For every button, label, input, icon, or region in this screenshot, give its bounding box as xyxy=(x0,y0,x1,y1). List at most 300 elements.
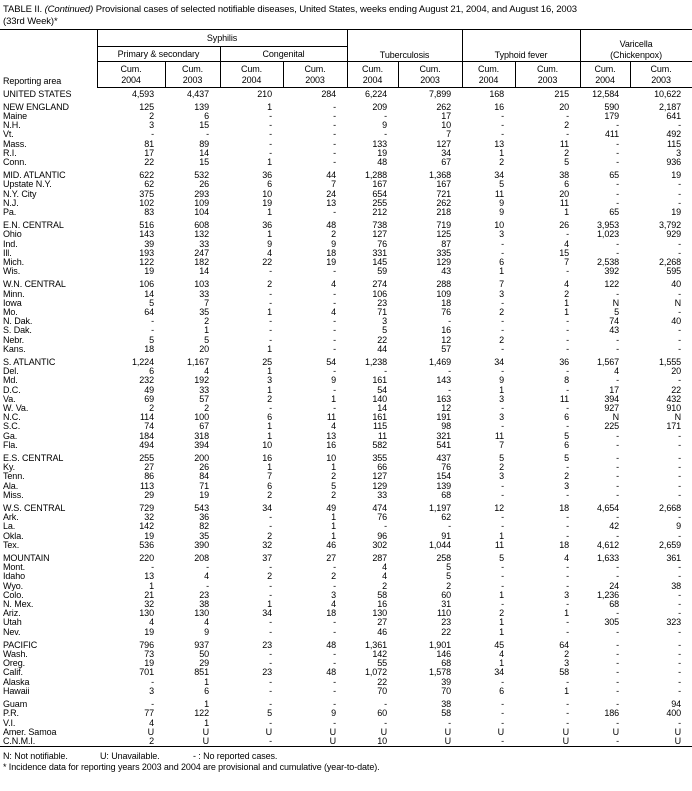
value-cell: - xyxy=(269,581,272,591)
value-cell: 2 xyxy=(446,581,452,591)
value-cell: 106 xyxy=(139,280,154,290)
value-cell: - xyxy=(501,422,505,432)
value-cell: 193 xyxy=(139,248,154,258)
reporting-area-cell: Nev. xyxy=(3,627,21,637)
value-cell: - xyxy=(501,404,505,413)
value-cell: - xyxy=(333,148,337,158)
table-row xyxy=(0,700,692,709)
value-cell: 392 xyxy=(604,267,620,277)
value-cell: - xyxy=(269,121,272,131)
reporting-area-cell: La. xyxy=(3,522,16,532)
value-cell: - xyxy=(616,700,620,710)
value-cell: 284 xyxy=(321,89,337,99)
value-cell: 10 xyxy=(377,736,388,746)
reporting-area-cell: Hawaii xyxy=(3,686,30,696)
value-cell: - xyxy=(333,718,337,728)
value-cell: 1 xyxy=(499,590,505,600)
value-cell: - xyxy=(678,472,682,482)
value-cell: 1 xyxy=(267,230,272,240)
reporting-area-cell: Idaho xyxy=(3,572,26,582)
value-cell: 4 xyxy=(331,307,337,317)
value-cell: - xyxy=(566,718,570,728)
value-cell: - xyxy=(269,563,272,573)
value-cell: - xyxy=(501,490,505,500)
value-cell: 2,668 xyxy=(659,504,682,514)
value-cell: - xyxy=(269,317,272,327)
value-cell: - xyxy=(384,111,388,121)
value-cell: 1,361 xyxy=(365,640,388,650)
value-cell: 26 xyxy=(199,463,209,473)
value-cell: 60 xyxy=(441,590,452,600)
value-cell: 34 xyxy=(441,148,452,158)
reporting-area-cell: N. Mex. xyxy=(3,600,34,610)
value-cell: - xyxy=(501,298,505,308)
value-cell: 10,622 xyxy=(654,89,682,99)
value-cell: 82 xyxy=(199,522,209,532)
value-cell: 209 xyxy=(372,102,388,112)
value-cell: 18 xyxy=(441,298,452,308)
value-cell: 35 xyxy=(199,307,209,317)
value-cell: 35 xyxy=(199,531,209,541)
value-cell: - xyxy=(616,513,620,523)
value-cell: 10 xyxy=(441,121,452,131)
value-cell: 9 xyxy=(267,239,272,249)
value-cell: 146 xyxy=(436,650,452,660)
value-cell: - xyxy=(151,326,154,336)
value-cell: 16 xyxy=(262,454,272,464)
value-cell: 274 xyxy=(372,280,388,290)
table-row xyxy=(0,121,692,130)
value-cell: 247 xyxy=(194,248,209,258)
primary-secondary-subheader: Primary & secondary xyxy=(97,47,220,62)
value-cell: 1 xyxy=(564,207,570,217)
value-cell: - xyxy=(269,513,272,523)
value-cell: 50 xyxy=(199,650,209,660)
reporting-area-cell: S. Dak. xyxy=(3,326,32,336)
value-cell: 11 xyxy=(377,431,388,441)
reporting-area-cell: N.J. xyxy=(3,198,19,208)
reporting-area-header: Reporting area xyxy=(3,75,62,86)
value-cell: 110 xyxy=(436,609,452,619)
value-cell: - xyxy=(616,563,620,573)
value-cell: 4,654 xyxy=(597,504,620,514)
value-cell: - xyxy=(384,700,388,710)
value-cell: 7 xyxy=(331,180,337,190)
value-cell: - xyxy=(678,376,682,386)
value-cell: 17 xyxy=(144,148,154,158)
value-cell: - xyxy=(566,700,570,710)
value-cell: 76 xyxy=(377,239,388,249)
value-cell: 58 xyxy=(441,709,452,719)
value-cell: 318 xyxy=(194,431,209,441)
table-row xyxy=(0,249,692,258)
value-cell: - xyxy=(333,700,337,710)
value-cell: 69 xyxy=(144,394,154,404)
value-cell: 7 xyxy=(499,280,505,290)
value-cell: 910 xyxy=(666,404,682,413)
value-cell: 23 xyxy=(377,298,388,308)
value-cell: 9 xyxy=(382,121,388,131)
value-cell: 39 xyxy=(144,239,154,249)
value-cell: 2,187 xyxy=(659,102,682,112)
value-cell: - xyxy=(448,385,452,395)
reporting-area-cell: Vt. xyxy=(3,130,14,140)
value-cell: 48 xyxy=(326,640,337,650)
value-cell: 2 xyxy=(564,472,570,482)
value-cell: - xyxy=(333,130,337,140)
table-row xyxy=(0,563,692,572)
value-cell: - xyxy=(333,139,337,149)
value-cell: - xyxy=(678,531,682,541)
value-cell: 23 xyxy=(262,668,272,678)
value-cell: 1,224 xyxy=(131,357,154,367)
value-cell: - xyxy=(269,326,272,336)
value-cell: 12 xyxy=(441,335,452,345)
value-cell: 331 xyxy=(372,248,388,258)
value-cell: - xyxy=(616,148,620,158)
value-cell: 1 xyxy=(499,148,505,158)
reporting-area-cell: Fla. xyxy=(3,440,18,450)
value-cell: 11 xyxy=(494,189,505,199)
table-row xyxy=(0,149,692,158)
value-cell: 127 xyxy=(372,472,388,482)
cum-2004-header: Cum. 2004 xyxy=(462,62,515,88)
value-cell: 1 xyxy=(267,102,272,112)
value-cell: 355 xyxy=(372,454,388,464)
value-cell: 1,072 xyxy=(365,668,388,678)
value-cell: 1 xyxy=(267,207,272,217)
value-cell: 122 xyxy=(139,257,154,267)
value-cell: 1 xyxy=(499,267,505,277)
value-cell: - xyxy=(501,326,505,336)
reporting-area-cell: UNITED STATES xyxy=(3,89,72,99)
value-cell: 7 xyxy=(564,257,570,267)
value-cell: 16 xyxy=(377,600,388,610)
value-cell: 7 xyxy=(446,130,452,140)
value-cell: - xyxy=(678,431,682,441)
reporting-area-cell: Ky. xyxy=(3,463,16,473)
value-cell: 323 xyxy=(666,618,682,628)
value-cell: 929 xyxy=(666,230,682,240)
value-cell: 5 xyxy=(446,563,452,573)
value-cell: 29 xyxy=(144,490,154,500)
value-cell: - xyxy=(566,367,570,377)
value-cell: - xyxy=(616,376,620,386)
table-row xyxy=(0,171,692,180)
value-cell: 32 xyxy=(144,600,154,610)
value-cell: 262 xyxy=(436,198,452,208)
value-cell: - xyxy=(269,700,272,710)
value-cell: - xyxy=(206,130,209,140)
value-cell: - xyxy=(269,659,272,669)
value-cell: - xyxy=(566,111,570,121)
value-cell: 21 xyxy=(144,590,154,600)
value-cell: 45 xyxy=(494,640,505,650)
value-cell: 5 xyxy=(564,431,570,441)
reporting-area-cell: Colo. xyxy=(3,590,24,600)
value-cell: - xyxy=(448,522,452,532)
value-cell: 106 xyxy=(372,289,388,299)
value-cell: 64 xyxy=(144,307,154,317)
value-cell: 1 xyxy=(499,531,505,541)
value-cell: 36 xyxy=(262,171,272,181)
value-cell: 3 xyxy=(499,230,505,240)
value-cell: 31 xyxy=(441,600,452,610)
value-cell: 2 xyxy=(267,280,272,290)
value-cell: 60 xyxy=(377,709,388,719)
value-cell: - xyxy=(333,326,337,336)
value-cell: N xyxy=(674,413,682,423)
value-cell: 4 xyxy=(204,367,209,377)
table-row xyxy=(0,600,692,609)
value-cell: - xyxy=(151,563,154,573)
value-cell: - xyxy=(333,121,337,131)
value-cell: - xyxy=(333,686,337,696)
table-row xyxy=(0,376,692,385)
value-cell: - xyxy=(566,230,570,240)
value-cell: 927 xyxy=(604,404,620,413)
table-row xyxy=(0,609,692,618)
value-cell: 12 xyxy=(494,504,505,514)
value-cell: 127 xyxy=(372,230,388,240)
table-row xyxy=(0,112,692,121)
reporting-area-cell: Amer. Samoa xyxy=(3,727,57,737)
value-cell: - xyxy=(678,335,682,345)
value-cell: - xyxy=(616,463,620,473)
value-cell: 48 xyxy=(326,221,337,231)
title-prefix: TABLE II. xyxy=(3,4,43,15)
value-cell: 46 xyxy=(326,540,337,550)
value-cell: - xyxy=(333,650,337,660)
table-row xyxy=(0,582,692,591)
value-cell: 19 xyxy=(199,490,209,500)
value-cell: 1,368 xyxy=(429,171,452,181)
value-cell: - xyxy=(616,440,620,450)
reporting-area-cell: N.Y. City xyxy=(3,189,37,199)
value-cell: 2 xyxy=(499,463,505,473)
value-cell: - xyxy=(678,454,682,464)
value-cell: - xyxy=(501,709,505,719)
value-cell: - xyxy=(616,139,620,149)
value-cell: - xyxy=(678,481,682,491)
value-cell: - xyxy=(501,111,505,121)
reporting-area-cell: Pa. xyxy=(3,207,17,217)
table-row xyxy=(0,687,692,696)
value-cell: 14 xyxy=(199,267,209,277)
value-cell: 104 xyxy=(194,207,209,217)
value-cell: 492 xyxy=(666,130,682,140)
value-cell: 2 xyxy=(499,335,505,345)
value-cell: 4,437 xyxy=(186,89,209,99)
value-cell: 2 xyxy=(267,531,272,541)
table-row xyxy=(0,326,692,335)
value-cell: 6 xyxy=(267,481,272,491)
reporting-area-cell: PACIFIC xyxy=(3,640,38,650)
value-cell: 143 xyxy=(436,376,452,386)
value-cell: 1 xyxy=(331,531,337,541)
value-cell: - xyxy=(501,677,505,687)
varicella-label-line1: Varicella xyxy=(619,39,653,49)
value-cell: 154 xyxy=(436,472,452,482)
value-cell: 83 xyxy=(144,207,154,217)
value-cell: 9 xyxy=(499,207,505,217)
value-cell: - xyxy=(333,335,337,345)
value-cell: 33 xyxy=(377,490,388,500)
value-cell: 129 xyxy=(372,481,388,491)
value-cell: - xyxy=(678,307,682,317)
value-cell: 40 xyxy=(671,280,682,290)
value-cell: - xyxy=(678,686,682,696)
reporting-area-cell: Iowa xyxy=(3,298,22,308)
value-cell: 5 xyxy=(564,157,570,167)
value-cell: 14 xyxy=(377,404,388,413)
value-cell: 38 xyxy=(671,581,682,591)
value-cell: 729 xyxy=(139,504,154,514)
value-cell: 11 xyxy=(559,198,570,208)
value-cell: - xyxy=(269,130,272,140)
value-cell: 6 xyxy=(564,413,570,423)
value-cell: - xyxy=(678,668,682,678)
table-row xyxy=(0,719,692,728)
value-cell: 432 xyxy=(666,394,682,404)
notifiable-diseases-table xyxy=(0,29,692,747)
value-cell: - xyxy=(616,431,620,441)
value-cell: 34 xyxy=(494,357,505,367)
value-cell: 71 xyxy=(199,481,209,491)
value-cell: 13 xyxy=(326,431,337,441)
legend-line xyxy=(3,751,692,762)
value-cell: 26 xyxy=(199,180,209,190)
value-cell: 44 xyxy=(326,171,337,181)
value-cell: 3 xyxy=(267,376,272,386)
value-cell: 210 xyxy=(257,89,272,99)
cum-2003-header: Cum. 2003 xyxy=(283,62,347,88)
value-cell: - xyxy=(269,267,272,277)
value-cell: 49 xyxy=(326,504,337,514)
table-row xyxy=(0,668,692,677)
value-cell: 16 xyxy=(441,326,452,336)
value-cell: 9 xyxy=(676,522,682,532)
value-cell: 437 xyxy=(436,454,452,464)
value-cell: - xyxy=(501,522,505,532)
value-cell: 2 xyxy=(149,404,154,413)
value-cell: 6 xyxy=(267,180,272,190)
value-cell: 32 xyxy=(144,513,154,523)
value-cell: 114 xyxy=(139,413,154,423)
value-cell: 516 xyxy=(139,221,154,231)
value-cell: 2,268 xyxy=(659,257,682,267)
value-cell: 654 xyxy=(372,189,388,199)
reporting-area-cell: N.C. xyxy=(3,413,21,423)
value-cell: - xyxy=(501,367,505,377)
value-cell: - xyxy=(678,326,682,336)
value-cell: - xyxy=(678,590,682,600)
reporting-area-cell: Nebr. xyxy=(3,335,25,345)
reporting-area-cell: Tenn. xyxy=(3,472,25,482)
value-cell: - xyxy=(333,298,337,308)
value-cell: 10 xyxy=(262,440,272,450)
reporting-area-cell: D.C. xyxy=(3,385,21,395)
value-cell: 23 xyxy=(441,618,452,628)
value-cell: - xyxy=(616,686,620,696)
value-cell: 38 xyxy=(199,600,209,610)
value-cell: 64 xyxy=(559,640,570,650)
value-cell: 12 xyxy=(441,404,452,413)
value-cell: 4 xyxy=(564,239,570,249)
value-cell: - xyxy=(616,189,620,199)
value-cell: 62 xyxy=(441,513,452,523)
cum-2003-header: Cum. 2003 xyxy=(630,62,692,88)
value-cell: - xyxy=(501,718,505,728)
value-cell: 1,236 xyxy=(597,590,620,600)
value-cell: 27 xyxy=(326,554,337,564)
value-cell: U xyxy=(202,736,209,746)
tuberculosis-group-header: Tuberculosis xyxy=(347,30,462,62)
value-cell: - xyxy=(678,121,682,131)
value-cell: 44 xyxy=(377,344,388,354)
value-cell: 49 xyxy=(144,385,154,395)
table-row xyxy=(0,308,692,317)
reporting-area-cell: Guam xyxy=(3,700,28,710)
value-cell: 4 xyxy=(204,618,209,628)
value-cell: 218 xyxy=(436,207,452,217)
reporting-area-cell: Maine xyxy=(3,111,28,121)
value-cell: 19 xyxy=(144,531,154,541)
value-cell: - xyxy=(678,627,682,637)
value-cell: 3,953 xyxy=(597,221,620,231)
value-cell: - xyxy=(616,180,620,190)
value-cell: - xyxy=(269,618,272,628)
value-cell: - xyxy=(678,289,682,299)
reporting-area-cell: Alaska xyxy=(3,677,30,687)
value-cell: 130 xyxy=(139,609,154,619)
reporting-area-cell: Conn. xyxy=(3,157,27,167)
value-cell: 394 xyxy=(604,394,620,404)
value-cell: - xyxy=(678,198,682,208)
table-row xyxy=(0,482,692,491)
value-cell: - xyxy=(501,130,505,140)
value-cell: 4 xyxy=(564,554,570,564)
value-cell: 19 xyxy=(377,148,388,158)
value-cell: U xyxy=(265,727,272,737)
value-cell: 129 xyxy=(436,257,452,267)
value-cell: 2 xyxy=(382,581,388,591)
value-cell: 1 xyxy=(499,627,505,637)
value-cell: - xyxy=(269,590,272,600)
value-cell: 143 xyxy=(139,230,154,240)
value-cell: 17 xyxy=(441,111,452,121)
value-cell: - xyxy=(269,677,272,687)
value-cell: - xyxy=(384,522,388,532)
value-cell: 3 xyxy=(564,590,570,600)
value-cell: - xyxy=(333,581,337,591)
value-cell: - xyxy=(616,572,620,582)
varicella-group-header xyxy=(580,30,692,62)
value-cell: 102 xyxy=(139,198,154,208)
value-cell: 96 xyxy=(377,531,388,541)
value-cell: 1 xyxy=(564,609,570,619)
value-cell: 1,633 xyxy=(597,554,620,564)
value-cell: 9 xyxy=(204,627,209,637)
value-cell: 27 xyxy=(377,618,388,628)
value-cell: 109 xyxy=(194,198,209,208)
value-cell: 20 xyxy=(559,102,570,112)
value-cell: 3 xyxy=(499,394,505,404)
value-cell: 36 xyxy=(199,513,209,523)
value-cell: - xyxy=(566,618,570,628)
value-cell: 1,901 xyxy=(429,640,452,650)
congenital-subheader: Congenital xyxy=(220,47,347,62)
